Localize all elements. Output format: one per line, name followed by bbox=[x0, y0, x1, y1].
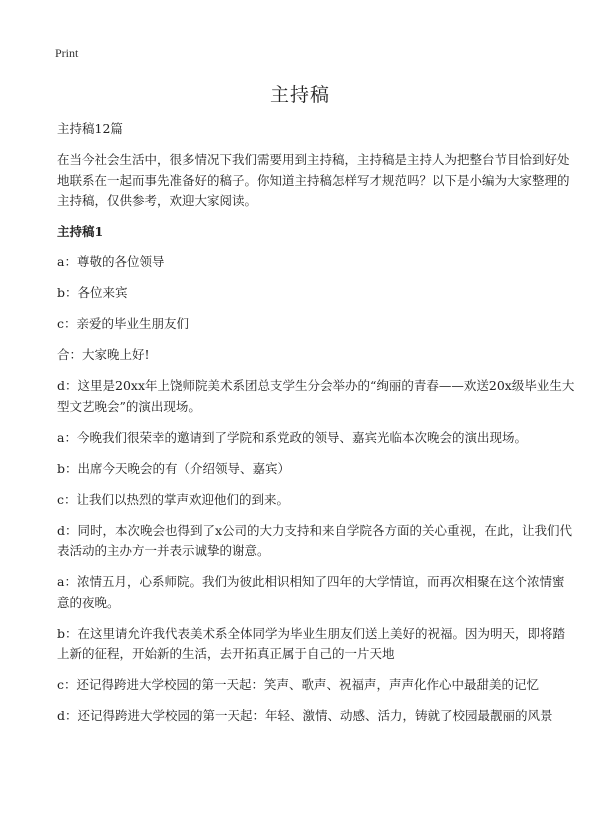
section-heading: 主持稿1 bbox=[57, 224, 104, 239]
page-title: 主持稿 bbox=[269, 84, 330, 106]
script-line: c：让我们以热烈的掌声欢迎他们的到来。 bbox=[57, 491, 290, 507]
script-line: d：还记得跨进大学校园的第一天起：年轻、激情、动感、活力，铸就了校园最靓丽的风景 bbox=[57, 708, 553, 723]
script-line: d：这里是20xx年上饶师院美术系团总支学生分会举办的“绚丽的青春——欢送20x级毕业生大型文艺晚会”的演出现场。 bbox=[57, 378, 575, 414]
document-body bbox=[57, 120, 575, 737]
script-line: c：亲爱的毕业生朋友们 bbox=[57, 316, 190, 331]
script-line: d：同时，本次晚会也得到了x公司的大力支持和来自学院各方面的关心重视，在此，让我们代表活动的主办方一并表示诚挚的谢意。 bbox=[57, 522, 573, 558]
intro-paragraph: 在当今社会生活中，很多情况下我们需要用到主持稿，主持稿是主持人为把整台节目恰到好处地联系在一起而事先准备好的稿子。你知道主持稿怎样写才规范吗？以下是小编为大家整理的主持稿，仅供参考，欢迎大家阅读。 bbox=[57, 152, 570, 208]
script-line: a：浓情五月，心系师院。我们为彼此相识相知了四年的大学情谊，而再次相聚在这个浓情蜜意的夜晚。 bbox=[57, 574, 565, 610]
script-line: a：尊敬的各位领导 bbox=[57, 254, 165, 269]
script-line: c：还记得跨进大学校园的第一天起：笑声、歌声、祝福声，声声化作心中最甜美的记忆 bbox=[57, 677, 540, 692]
script-line: a：今晚我们很荣幸的邀请到了学院和系党政的领导、嘉宾光临本次晚会的演出现场。 bbox=[57, 429, 527, 445]
script-line: b：出席今天晚会的有（介绍领导、嘉宾） bbox=[57, 460, 291, 476]
script-line: b：在这里请允许我代表美术系全体同学为毕业生朋友们送上美好的祝福。因为明天，即将踏上新的征程，开始新的生活，去开拓真正属于自己的一片天地 bbox=[57, 625, 566, 661]
script-line: 合：大家晚上好! bbox=[57, 347, 150, 362]
script-line: b：各位来宾 bbox=[57, 285, 128, 300]
document-subtitle: 主持稿12篇 bbox=[57, 121, 123, 136]
print-link[interactable]: Print bbox=[55, 46, 79, 60]
